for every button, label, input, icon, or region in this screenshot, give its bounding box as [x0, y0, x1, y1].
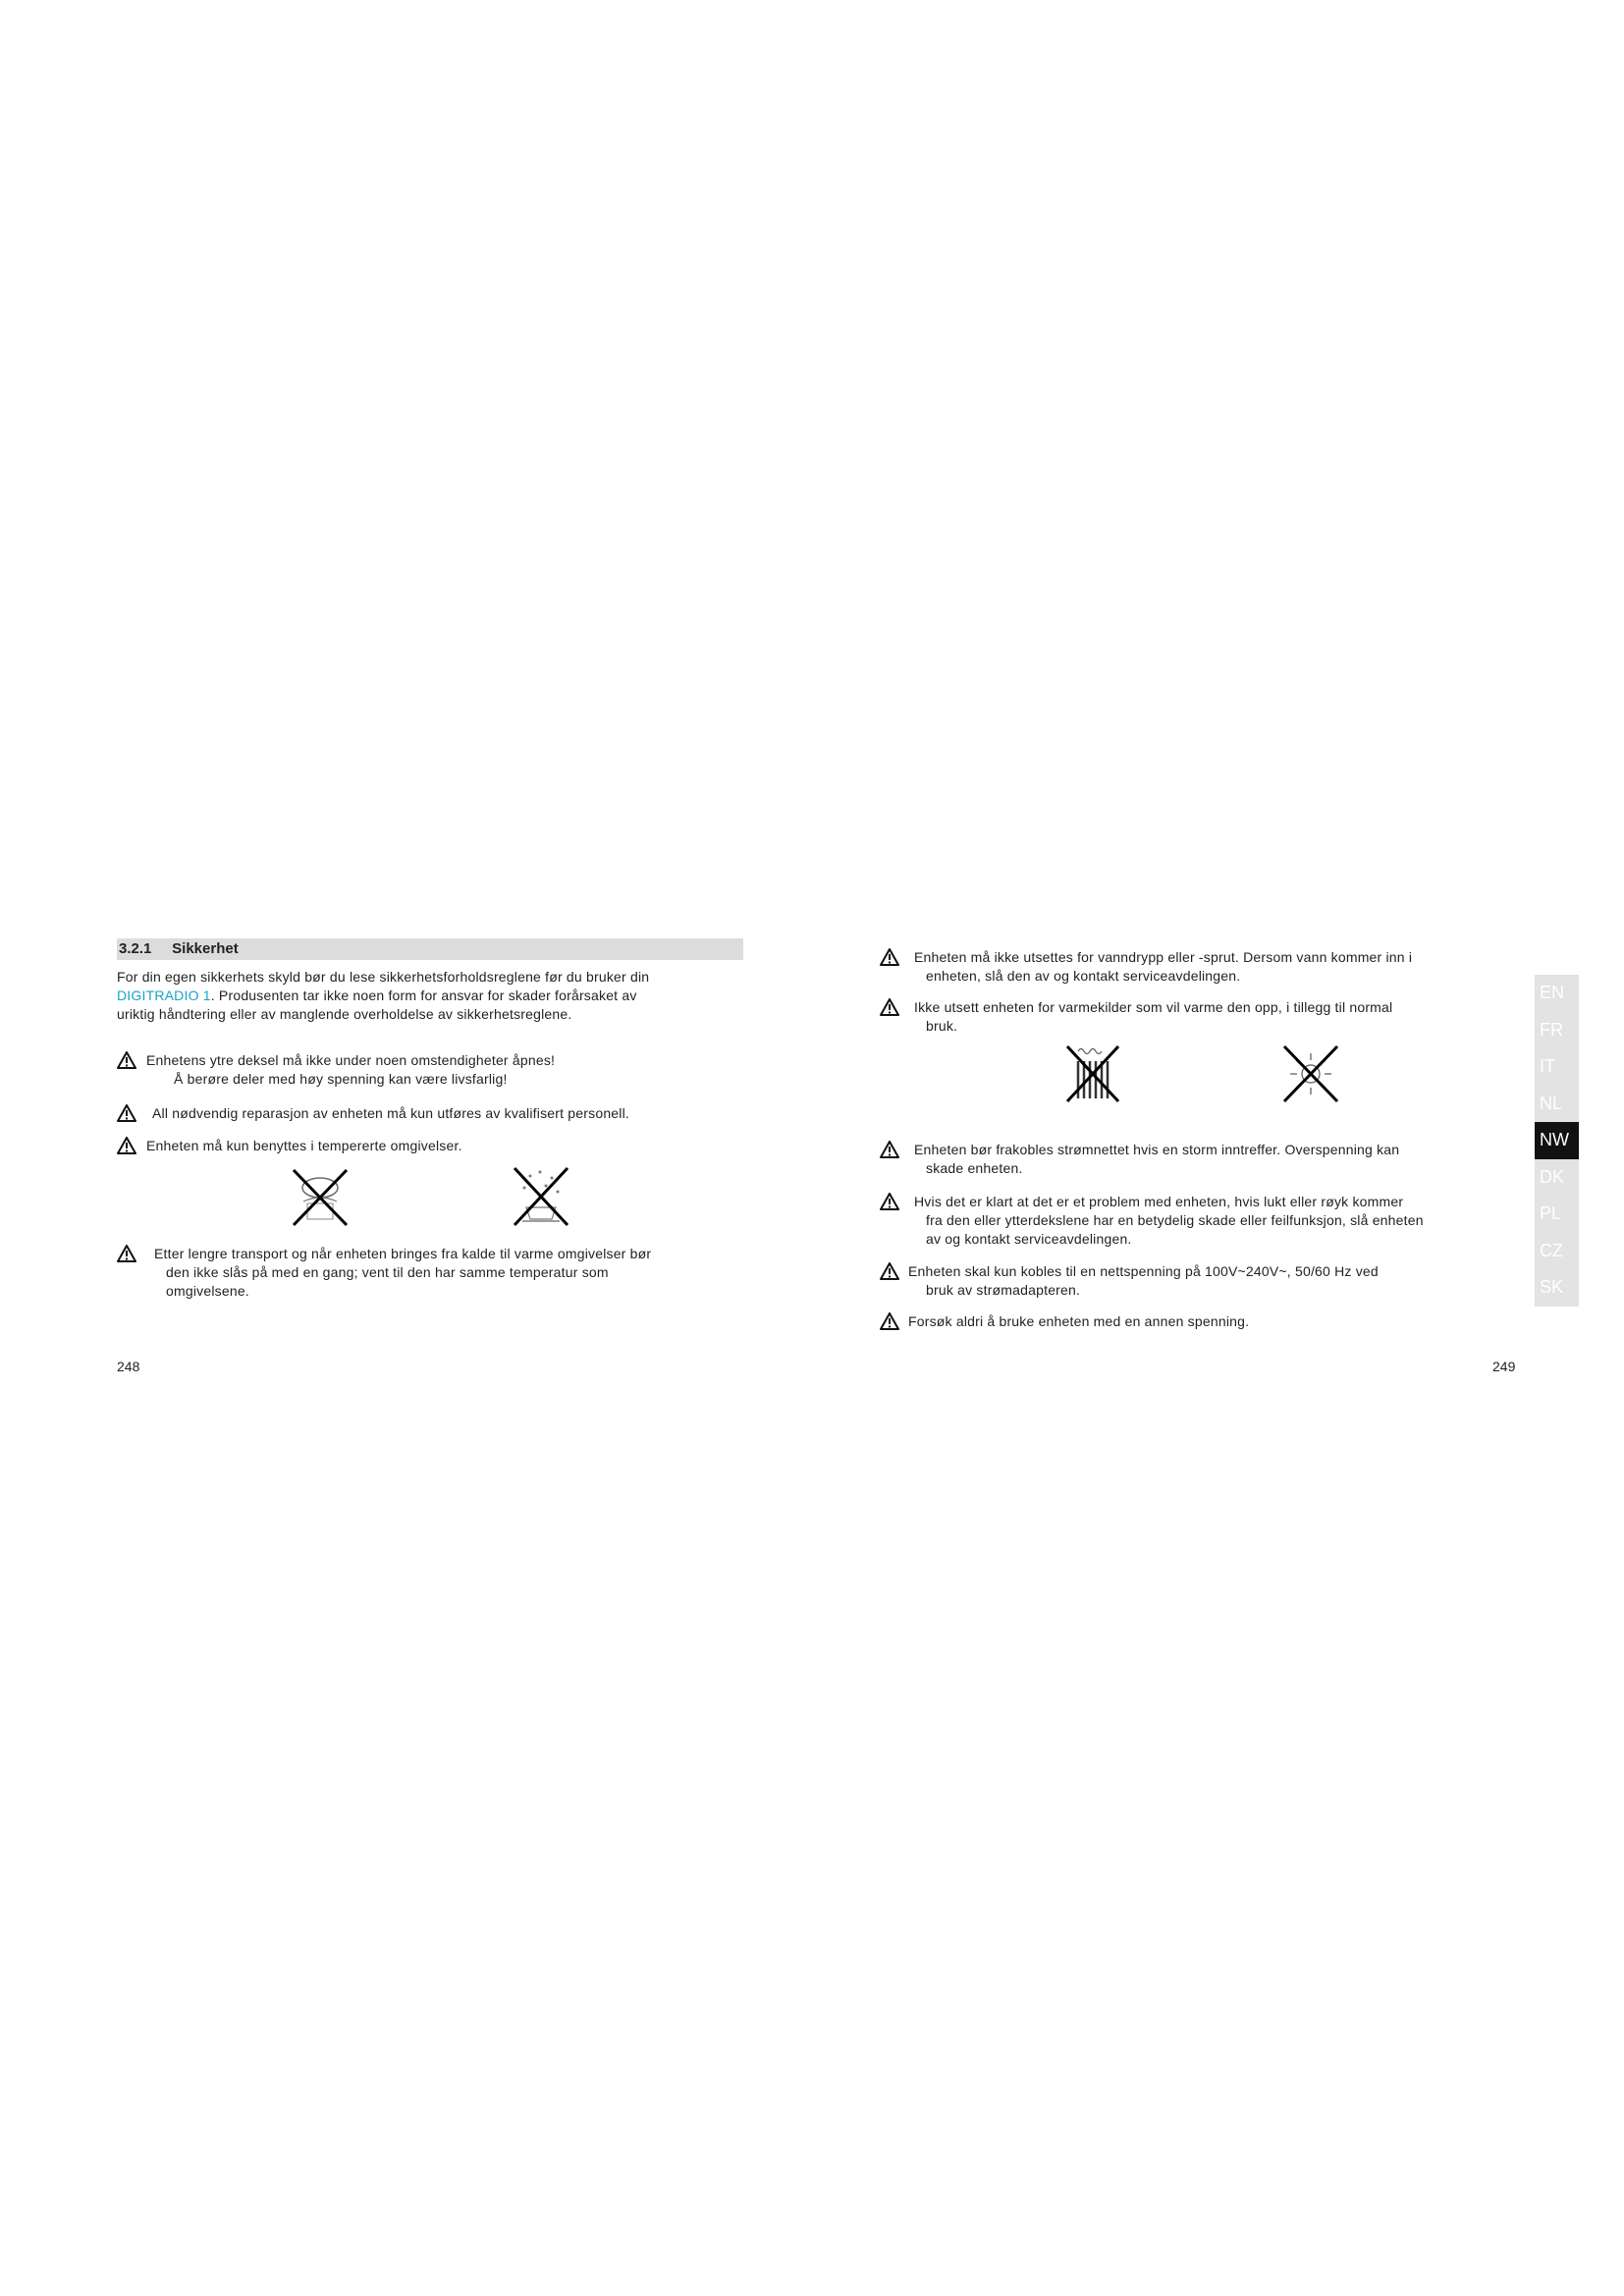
no-radiator-icon: [1064, 1043, 1121, 1104]
warning-triangle-icon: [880, 1312, 899, 1330]
no-rain-climate-icon: [511, 1164, 571, 1229]
no-hot-climate-icon: [290, 1166, 351, 1229]
warning-triangle-icon: [117, 1051, 136, 1069]
intro-line: DIGITRADIO 1. Produsenten tar ikke noen form for ansvar for skader forårsaket av: [117, 988, 637, 1003]
warning-triangle-icon: [880, 1141, 899, 1158]
intro-line: For din egen sikkerhets skyld bør du lese sikkerhetsforholdsreglene før du bruker din: [117, 969, 650, 985]
section-title: Sikkerhet: [172, 940, 239, 957]
language-tab-pl[interactable]: PL: [1540, 1203, 1562, 1223]
language-tab-it[interactable]: IT: [1540, 1056, 1555, 1076]
page-number: 248: [117, 1359, 140, 1374]
language-tab-nw[interactable]: NW: [1535, 1122, 1579, 1159]
intro-line: uriktig håndtering eller av manglende overholdelse av sikkerhetsreglene.: [117, 1006, 572, 1022]
warning-triangle-icon: [880, 1262, 899, 1280]
right-page: Enheten må ikke utsettes for vanndrypp eller -sprut. Dersom vann kommer inn i enheten, slå den av og kontakt serviceavdelingen. Ikke utsett enheten for varmekilder som vil varme den opp, i tillegg til normal bruk. Enheten bør frakobles strømnettet hvis en storm inntreffer. Overspenning kan skade enheten. Hvis det er klart at det er et problem med enheten, hvis lukt eller røyk kommer fra den eller ytterdekslene har en betydelig skade eller feilfunksjon, slå enheten av og kontakt serviceavdelingen. Enheten skal kun kobles til en nettspenning på 100V~240V~, 50/60 Hz ved bruk av strømadapteren. Forsøk aldri å bruke enheten med en annen spenning. 249: [812, 0, 1624, 2296]
language-tab-fr[interactable]: FR: [1540, 1019, 1563, 1040]
section-header: [117, 938, 743, 960]
language-tab-nl[interactable]: NL: [1540, 1093, 1563, 1113]
intro-paragraph: [117, 968, 745, 1024]
warning-triangle-icon: [880, 998, 899, 1016]
language-tab-en[interactable]: EN: [1540, 983, 1565, 1002]
language-tab-cz[interactable]: CZ: [1540, 1240, 1563, 1260]
warning-triangle-icon: [880, 1193, 899, 1210]
language-sidebar: [1535, 975, 1579, 1307]
warning-triangle-icon: [117, 1245, 136, 1262]
section-number: 3.2.1: [119, 940, 152, 957]
language-tab-dk[interactable]: DK: [1540, 1166, 1565, 1187]
language-tab-sk[interactable]: SK: [1540, 1277, 1564, 1297]
page-number: 249: [1492, 1359, 1516, 1374]
left-page: 3.2.1 Sikkerhet For din egen sikkerhets skyld bør du lese sikkerhetsforholdsreglene før du bruker din DIGITRADIO 1. Produsenten tar ikke noen form for ansvar for skader forårsaket av uriktig håndtering eller av manglende overholdelse av sikkerhetsreglene. Enhetens ytre deksel må ikke under noen omstendigheter åpnes! Å berøre deler med høy spenning kan være livsfarlig! All nødvendig reparasjon av enheten må kun utføres av kvalifisert personell. Enheten må kun benyttes i tempererte omgivelser. Etter lengre transport og når enheten bringes fra kalde til varme omgivelser bør den ikke slås på med en gang; vent til den har samme temperatur som omgivelsene. 248: [0, 0, 812, 2296]
no-sunlight-icon: [1281, 1043, 1340, 1104]
warning-triangle-icon: [117, 1137, 136, 1154]
brand-name: DIGITRADIO 1: [117, 988, 211, 1003]
warning-triangle-icon: [880, 948, 899, 966]
warning-triangle-icon: [117, 1104, 136, 1122]
